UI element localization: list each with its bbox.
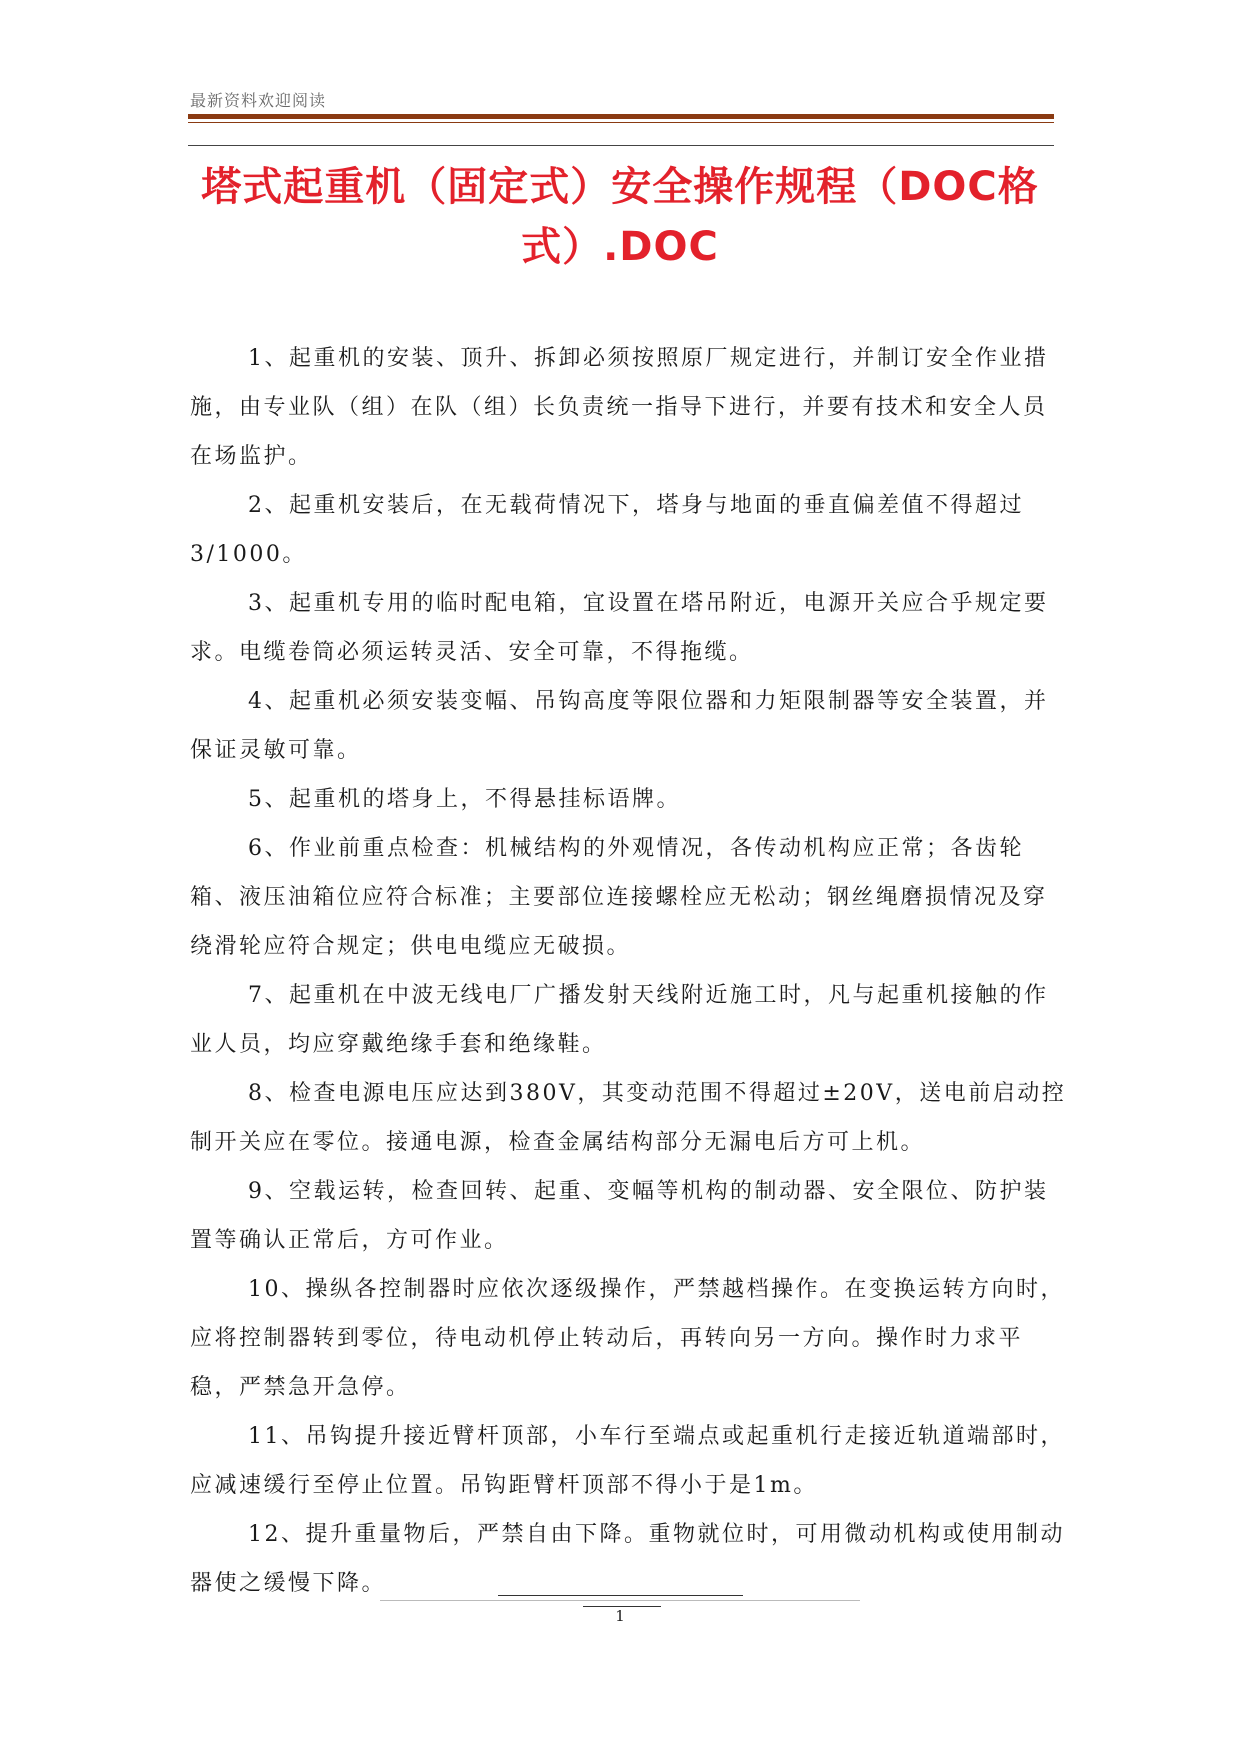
- document-title: 塔式起重机（固定式）安全操作规程（DOC格式）.DOC: [201, 164, 1039, 270]
- paragraph: 6、作业前重点检查：机械结构的外观情况，各传动机构应正常；各齿轮箱、液压油箱位应符合标准；主要部位连接螺栓应无松动；钢丝绳磨损情况及穿绕滑轮应符合规定；供电电缆应无破损。: [190, 836, 1048, 959]
- paragraph: 11、吊钩提升接近臂杆顶部，小车行至端点或起重机行走接近轨道端部时，应减速缓行至停止位置。吊钩距臂杆顶部不得小于是1m。: [190, 1424, 1065, 1498]
- page-number: 1: [615, 1607, 625, 1625]
- footer-rule-light: [380, 1600, 860, 1601]
- paragraph: 8、检查电源电压应达到380V，其变动范围不得超过±20V，送电前启动控制开关应在零位。接通电源，检查金属结构部分无漏电后方可上机。: [190, 1081, 1067, 1155]
- paragraph: 1、起重机的安装、顶升、拆卸必须按照原厂规定进行，并制订安全作业措施，由专业队（组）在队（组）长负责统一指导下进行，并要有技术和安全人员在场监护。: [190, 346, 1049, 469]
- title-top-rule: [188, 145, 1054, 146]
- paragraph: 10、操纵各控制器时应依次逐级操作，严禁越档操作。在变换运转方向时，应将控制器转到零位，待电动机停止转动后，再转向另一方向。操作时力求平稳，严禁急开急停。: [190, 1277, 1065, 1400]
- paragraph: 3、起重机专用的临时配电箱，宜设置在塔吊附近，电源开关应合乎规定要求。电缆卷筒必须运转灵活、安全可靠，不得拖缆。: [190, 591, 1049, 665]
- paragraph: 12、提升重量物后，严禁自由下降。重物就位时，可用微动机构或使用制动器使之缓慢下降。: [190, 1522, 1065, 1596]
- paragraph: 2、起重机安装后，在无载荷情况下，塔身与地面的垂直偏差值不得超过3/1000。: [190, 493, 1024, 567]
- document-body: [190, 334, 1070, 1608]
- paragraph: 5、起重机的塔身上，不得悬挂标语牌。: [248, 787, 681, 812]
- header-rule-secondary: [188, 122, 1054, 123]
- paragraph: 4、起重机必须安装变幅、吊钩高度等限位器和力矩限制器等安全装置，并保证灵敏可靠。: [190, 689, 1049, 763]
- header-text: 最新资料欢迎阅读: [190, 91, 327, 110]
- paragraph: 7、起重机在中波无线电厂广播发射天线附近施工时，凡与起重机接触的作业人员，均应穿戴绝缘手套和绝缘鞋。: [190, 983, 1049, 1057]
- paragraph: 9、空载运转，检查回转、起重、变幅等机构的制动器、安全限位、防护装置等确认正常后，方可作业。: [190, 1179, 1049, 1253]
- header-rule: [188, 114, 1054, 119]
- footer-rule: [498, 1595, 743, 1596]
